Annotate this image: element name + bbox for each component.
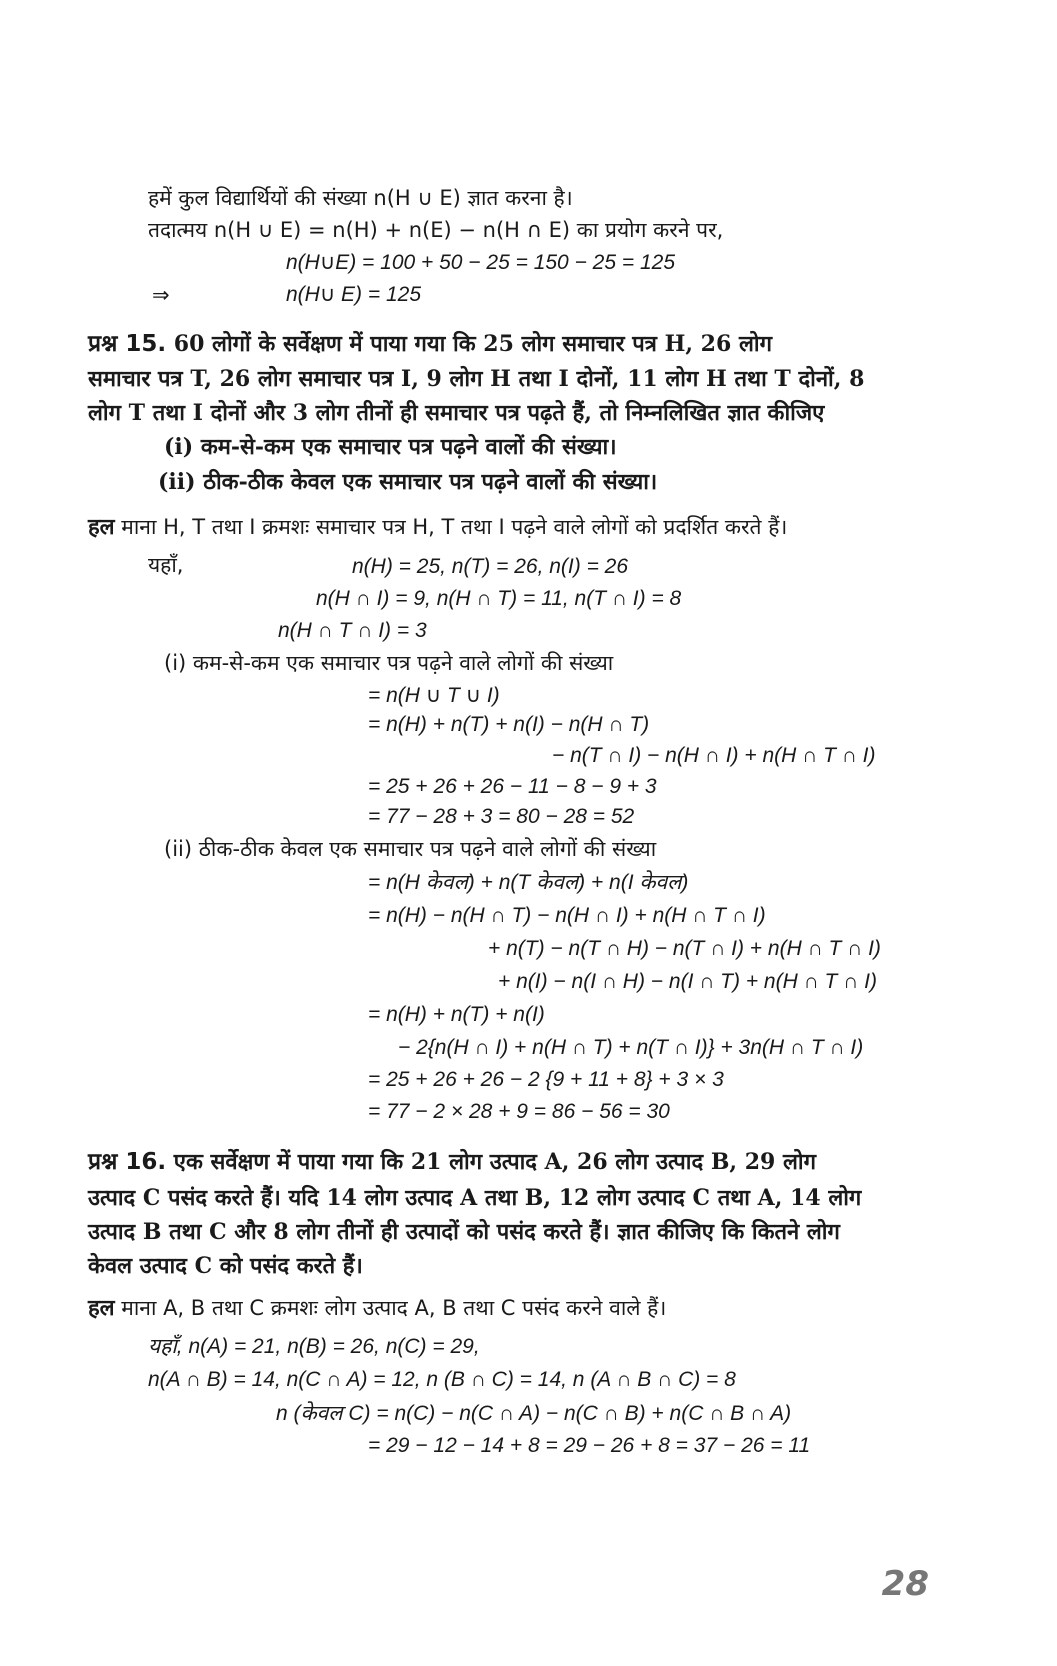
solution-15-part-2-step-1: = n(H केवल) + n(T केवल) + n(I केवल) (368, 871, 689, 894)
question-16-text-1: एक सर्वेक्षण में पाया गया कि 21 लोग उत्पाद A, 26 लोग उत्पाद B, 29 लोग (173, 1149, 817, 1175)
question-15-part-1: (i) कम-से-कम एक समाचार पत्र पढ़ने वालों की संख्या। (164, 434, 617, 460)
question-15-part-2: (ii) ठीक-ठीक केवल एक समाचार पत्र पढ़ने वालों की संख्या। (158, 469, 658, 495)
solution-15-given-2: n(H ∩ I) = 9, n(H ∩ T) = 11, n(T ∩ I) = 8 (316, 587, 682, 610)
question-15-line-3: लोग T तथा I दोनों और 3 लोग तीनों ही समाचार पत्र पढ़ते हैं, तो निम्नलिखित ज्ञात कीजिए (88, 400, 825, 426)
question-15-line-2: समाचार पत्र T, 26 लोग समाचार पत्र I, 9 लोग H तथा I दोनों, 11 लोग H तथा T दोनों, 8 (88, 366, 865, 392)
solution-15-given-3: n(H ∩ T ∩ I) = 3 (278, 619, 427, 642)
question-15-text-1: 60 लोगों के सर्वेक्षण में पाया गया कि 25 लोग समाचार पत्र H, 26 लोग (173, 331, 772, 357)
solution-15-intro: माना H, T तथा I क्रमशः समाचार पत्र H, T तथा I पढ़ने वाले लोगों को प्रदर्शित करते हैं। (121, 515, 788, 539)
solution-15-intro-line (88, 513, 787, 542)
solution-16-label: हल (88, 1296, 115, 1321)
solution-15-part-2-step-3: + n(T) − n(T ∩ H) − n(T ∩ I) + n(H ∩ T ∩ I) (488, 937, 881, 960)
solution-15-part-1-step-2: = n(H) + n(T) + n(I) − n(H ∩ T) (368, 713, 650, 736)
solution-15-label: हल (88, 515, 115, 540)
question-16-line-2: उत्पाद C पसंद करते हैं। यदि 14 लोग उत्पाद A तथा B, 12 लोग उत्पाद C तथा A, 14 लोग (88, 1185, 862, 1211)
solution-16-intro: माना A, B तथा C क्रमशः लोग उत्पाद A, B तथा C पसंद करने वाले हैं। (121, 1296, 667, 1320)
prev-line-2: तदात्मय n(H ∪ E) = n(H) + n(E) − n(H ∩ E) का प्रयोग करने पर, (148, 218, 724, 242)
solution-15-part-2-step-6: − 2{n(H ∩ I) + n(H ∩ T) + n(T ∩ I)} + 3n(H ∩ T ∩ I) (398, 1036, 864, 1059)
solution-16-given-1: यहाँ, n(A) = 21, n(B) = 26, n(C) = 29, (148, 1335, 480, 1358)
prev-equation-1: n(H∪E) = 100 + 50 − 25 = 150 − 25 = 125 (286, 251, 675, 274)
prev-line-1: हमें कुल विद्यार्थियों की संख्या n(H ∪ E) ज्ञात करना है। (148, 186, 573, 210)
solution-15-part-2-step-2: = n(H) − n(H ∩ T) − n(H ∩ I) + n(H ∩ T ∩ I) (368, 904, 766, 927)
solution-15-part-2-step-4: + n(I) − n(I ∩ H) − n(I ∩ T) + n(H ∩ T ∩ I) (498, 970, 877, 993)
solution-15-part-2-step-5: = n(H) + n(T) + n(I) (368, 1003, 545, 1026)
question-16-line-1 (88, 1147, 816, 1177)
prev-equation-2: n(H∪ E) = 125 (286, 283, 422, 306)
question-16-line-4: केवल उत्पाद C को पसंद करते हैं। (88, 1253, 363, 1279)
solution-15-yahan: यहाँ, (148, 553, 184, 577)
implies-symbol: ⇒ (152, 283, 170, 307)
solution-15-part-1-heading: (i) कम-से-कम एक समाचार पत्र पढ़ने वाले लोगों की संख्या (164, 651, 614, 675)
solution-15-given-1: n(H) = 25, n(T) = 26, n(I) = 26 (352, 555, 629, 578)
solution-15-part-1-step-3: − n(T ∩ I) − n(H ∩ I) + n(H ∩ T ∩ I) (552, 744, 876, 767)
solution-15-part-1-step-5: = 77 − 28 + 3 = 80 − 28 = 52 (368, 805, 635, 828)
page-number: 28 (881, 1564, 929, 1604)
solution-15-part-1-step-4: = 25 + 26 + 26 − 11 − 8 − 9 + 3 (368, 775, 657, 798)
question-15-line-1 (88, 329, 772, 359)
solution-16-step-2: = 29 − 12 − 14 + 8 = 29 − 26 + 8 = 37 − 26 = 11 (368, 1434, 811, 1457)
question-15-label: प्रश्न 15. (88, 331, 167, 357)
solution-15-part-2-step-8: = 77 − 2 × 28 + 9 = 86 − 56 = 30 (368, 1100, 670, 1123)
solution-15-part-2-heading: (ii) ठीक-ठीक केवल एक समाचार पत्र पढ़ने वाले लोगों की संख्या (164, 837, 657, 861)
solution-15-part-2-step-7: = 25 + 26 + 26 − 2 {9 + 11 + 8} + 3 × 3 (368, 1068, 724, 1091)
question-16-line-3: उत्पाद B तथा C और 8 लोग तीनों ही उत्पादों को पसंद करते हैं। ज्ञात कीजिए कि कितने लोग (88, 1219, 840, 1245)
solution-16-step-1: n (केवल C) = n(C) − n(C ∩ A) − n(C ∩ B) + n(C ∩ B ∩ A) (276, 1402, 792, 1425)
solution-15-part-1-step-1: = n(H ∪ T ∪ I) (368, 684, 500, 707)
solution-16-intro-line (88, 1294, 666, 1323)
solution-16-given-2: n(A ∩ B) = 14, n(C ∩ A) = 12, n (B ∩ C) = 14, n (A ∩ B ∩ C) = 8 (148, 1368, 736, 1391)
question-16-label: प्रश्न 16. (88, 1149, 167, 1175)
